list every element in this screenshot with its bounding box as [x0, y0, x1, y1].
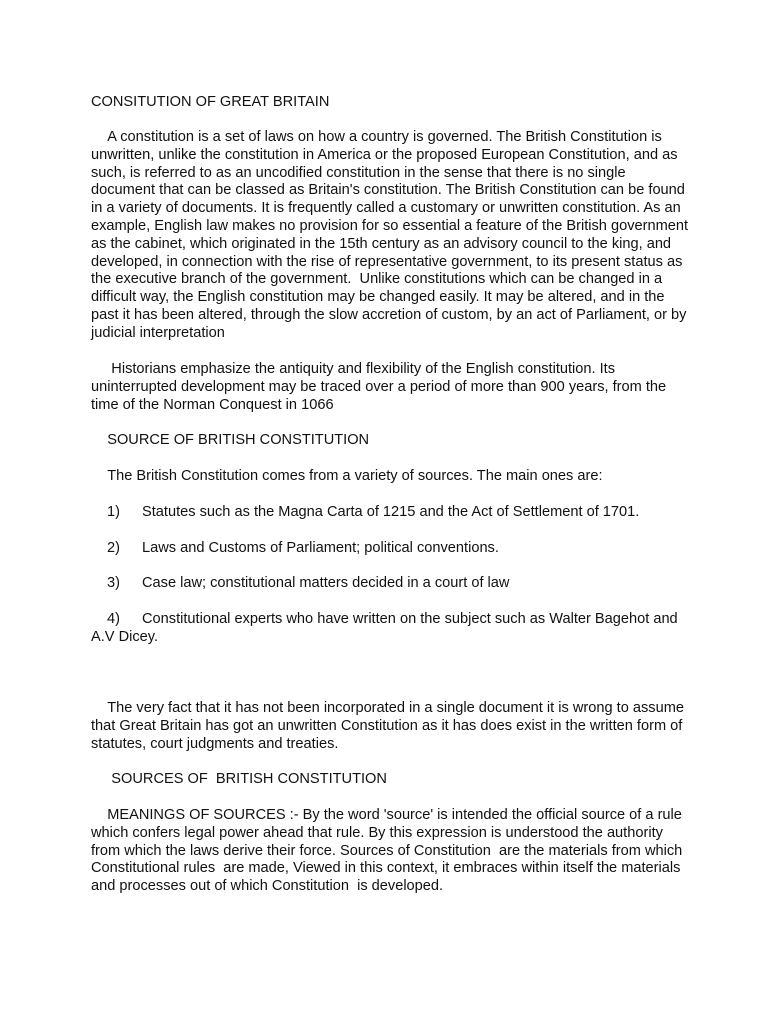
paragraph-historians: Historians emphasize the antiquity and flexibility of the English constitution. Its uninterrupted development may be traced over a period of more than 900 years, from the time of the Norman Conquest in 1066 — [91, 361, 671, 413]
list-item-text: Laws and Customs of Parliament; political conventions. — [142, 540, 499, 556]
heading-sources-of-constitution: SOURCES OF BRITISH CONSTITUTION — [91, 771, 387, 787]
heading-source-of-constitution: SOURCE OF BRITISH CONSTITUTION — [91, 432, 370, 448]
paragraph-sources-intro: The British Constitution comes from a variety of sources. The main ones are: — [91, 468, 603, 484]
list-item-text: Statutes such as the Magna Carta of 1215 and the Act of Settlement of 1701. — [142, 504, 640, 520]
list-item-number: 4) — [107, 611, 120, 627]
list-item-text: Case law; constitutional matters decided in a court of law — [142, 575, 510, 591]
list-item-number: 2) — [107, 540, 120, 556]
paragraph-constitution-definition: A constitution is a set of laws on how a country is governed. The British Constitution is unwritten, unlike the constitution in America or the proposed European Constitution, and as such, is referred to as an uncodified constitution in the sense that there is no single document that can be classed as Britain's constitution. The British Constitution can be found in a variety of documents. It is frequently called a customary or unwritten constitution. As an example, English law makes no provision for so essential a feature of the British government as the cabinet, which originated in the 15th century as an advisory council to the king, and developed, in connection with the rise of representative government, to its present status as the executive branch of the government. Unlike constitutions which can be changed in a difficult way, the English constitution may be changed easily. It may be altered, and in the past it has been altered, through the slow accretion of custom, by an act of Parliament, or by judicial interpretation — [91, 129, 693, 341]
list-item — [91, 504, 691, 522]
list-item-number: 1) — [107, 504, 120, 520]
paragraph-meanings-of-sources: MEANINGS OF SOURCES :- By the word 'source' is intended the official source of a rule which confers legal power ahead that rule. By this expression is understood the authority from which the laws derive their force. Sources of Constitution are the materials from which Constitutional rules are made, Viewed in this context, it embraces within itself the materials and processes out of which Constitution is developed. — [91, 807, 687, 895]
list-item — [91, 575, 691, 593]
list-item — [91, 540, 691, 558]
list-item — [91, 611, 691, 647]
list-item-text: Constitutional experts who have written on the subject such as Walter Bagehot and A.V Dicey. — [91, 611, 678, 645]
document-title: CONSITUTION OF GREAT BRITAIN — [91, 94, 330, 110]
list-item-number: 3) — [107, 575, 120, 591]
paragraph-unwritten-argument: The very fact that it has not been incorporated in a single document it is wrong to assume that Great Britain has got an unwritten Constitution as it has does exist in the written form of statutes, court judgments and treaties. — [91, 700, 689, 752]
